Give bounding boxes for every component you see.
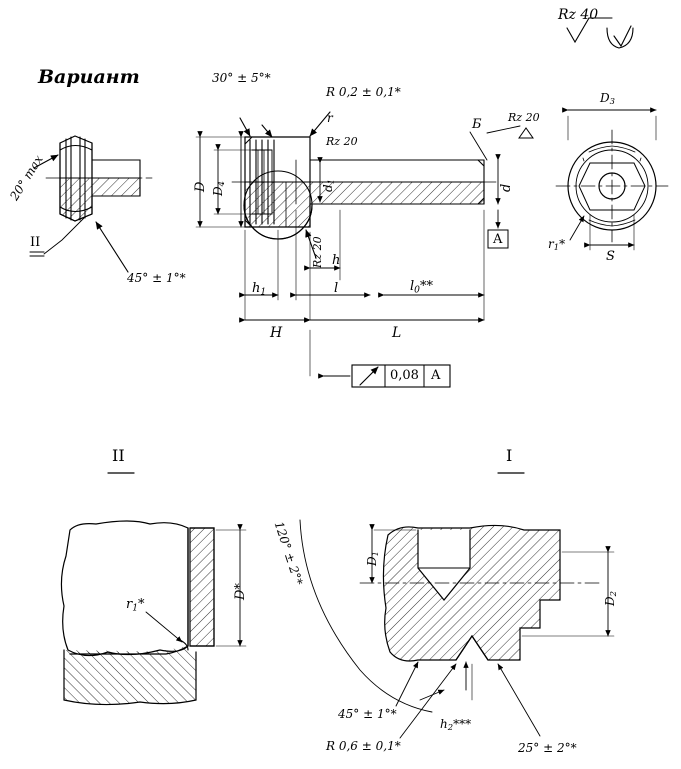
angle-45-label-left: 45° ± 1°*	[127, 271, 186, 285]
dim-d1-label: $d_1$	[321, 178, 337, 192]
detail-ii-d-label: D*	[233, 583, 248, 600]
dim-d-shank-label: d	[499, 183, 514, 192]
dim-d4-label: $D_4$	[211, 181, 227, 196]
detail-i-d1-label: $D_1$	[365, 551, 381, 566]
detail-i-angle-25-label: 25° ± 2°*	[518, 741, 577, 755]
detail-i-radius-r06-label: R 0,6 ± 0,1*	[326, 739, 401, 753]
detail-i-h2-label: $h_2***$	[440, 717, 472, 733]
dim-h1-label: $h_1$	[252, 281, 267, 298]
datum-a-label: A	[493, 232, 503, 247]
dim-l0-label: $l_0**$	[410, 279, 433, 296]
detail-caption-ii: II	[112, 446, 125, 465]
detail-ii-r1-label: $r_1*$	[126, 597, 145, 614]
tolerance-datum-label: A	[431, 368, 441, 383]
detail-i-angle-120-label: 120° ± 2°*	[271, 519, 306, 588]
detail-i-d2-label: $D_2$	[603, 591, 619, 606]
section-marker-ii-left: II	[30, 235, 41, 250]
dim-H-label: H	[270, 325, 283, 341]
tolerance-value-label: 0,08	[390, 368, 419, 383]
roughness-rz20-mid: Rz 20	[311, 236, 324, 268]
radius-r02-label: R 0,2 ± 0,1*	[326, 85, 401, 99]
detail-i-angle-45-label: 45° ± 1°*	[338, 707, 397, 721]
dim-d3-label: $D_3$	[600, 91, 615, 107]
roughness-rz20-head: Rz 20	[326, 135, 358, 148]
angle-30-label: 30° ± 5°*	[212, 71, 271, 85]
roughness-top-label: Rz 40	[558, 7, 599, 23]
roughness-rz20-right: Rz 20	[508, 111, 540, 124]
letter-b-label: Б	[472, 117, 482, 132]
angle-20max-label: 20° max	[7, 152, 46, 203]
page-title: Вариант	[38, 66, 140, 88]
detail-caption-i: I	[506, 446, 513, 465]
dim-s-label: S	[606, 249, 615, 264]
r-label: r	[327, 111, 333, 125]
dim-r1-label-right: $r_1*$	[548, 237, 566, 253]
dim-h-label: h	[332, 253, 341, 268]
dim-d-label: D	[193, 181, 208, 192]
dim-l-label: l	[334, 281, 339, 296]
dim-L-label: L	[392, 325, 402, 341]
